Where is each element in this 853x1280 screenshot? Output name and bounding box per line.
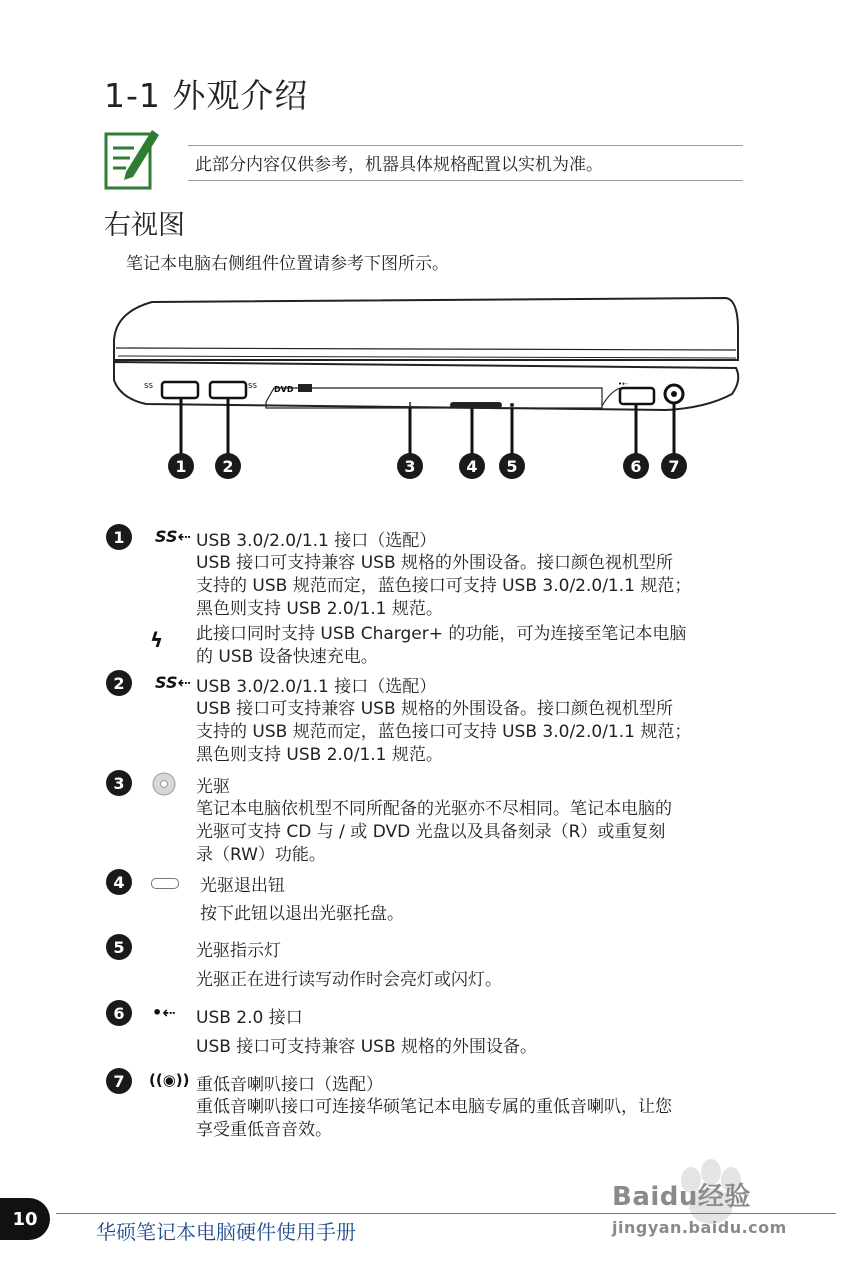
laptop-right-view-diagram <box>106 290 746 490</box>
eject-button-icon <box>151 878 179 889</box>
item-description: 重低音喇叭接口可连接华硕笔记本电脑专属的重低音喇叭，让您 享受重低音音效。 <box>196 1097 672 1140</box>
note-top-rule <box>188 145 743 146</box>
optical-disc-icon <box>151 771 177 797</box>
subsection-title: 右视图 <box>104 210 185 241</box>
item-description: 光驱正在进行读写动作时会亮灯或闪灯。 <box>196 970 502 990</box>
item-title: USB 3.0/2.0/1.1 接口（选配） <box>196 531 437 551</box>
item-title: 光驱退出钮 <box>200 876 285 896</box>
note-bottom-rule <box>188 180 743 181</box>
item-number-badge: 7 <box>106 1068 132 1094</box>
diagram-callout-7: 7 <box>661 453 687 479</box>
usb3-icon: SS⇠ <box>155 673 191 692</box>
svg-text:SS: SS <box>144 382 153 390</box>
diagram-callout-1: 1 <box>168 453 194 479</box>
item-title: 光驱指示灯 <box>196 941 281 961</box>
footer-book-title: 华硕笔记本电脑硬件使用手册 <box>96 1220 356 1244</box>
item-number-badge: 3 <box>106 770 132 796</box>
section-title: 1-1 外观介绍 <box>104 76 309 115</box>
item-title: USB 3.0/2.0/1.1 接口（选配） <box>196 677 437 697</box>
diagram-callout-6: 6 <box>623 453 649 479</box>
footer-rule <box>56 1213 836 1214</box>
item-description: USB 接口可支持兼容 USB 规格的外围设备。 <box>196 1037 538 1057</box>
diagram-callout-5: 5 <box>499 453 525 479</box>
diagram-callout-4: 4 <box>459 453 485 479</box>
svg-text:DVD: DVD <box>274 385 294 394</box>
note-text: 此部分内容仅供参考，机器具体规格配置以实机为准。 <box>195 155 603 175</box>
item-number-badge: 4 <box>106 869 132 895</box>
item-subnote: 此接口同时支持 USB Charger+ 的功能，可为连接至笔记本电脑 的 USB 设备快速充电。 <box>196 624 687 667</box>
watermark-url: jingyan.baidu.com <box>612 1218 787 1237</box>
note-icon <box>104 126 160 190</box>
item-number-badge: 2 <box>106 670 132 696</box>
item-description: USB 接口可支持兼容 USB 规格的外围设备。接口颜色视机型所 支持的 USB 规范而定，蓝色接口可支持 USB 3.0/2.0/1.1 规范； 黑色则支持 USB 2.0/1.1 规范。 <box>196 699 692 765</box>
item-description: 按下此钮以退出光驱托盘。 <box>200 904 404 924</box>
item-number-badge: 1 <box>106 524 132 550</box>
usb3-icon: SS⇠ <box>155 527 191 546</box>
item-description: 笔记本电脑依机型不同所配备的光驱亦不尽相同。笔记本电脑的 光驱可支持 CD 与 / 或 DVD 光盘以及具备刻录（R）或重复刻 录（RW）功能。 <box>196 799 672 865</box>
subwoofer-jack-icon: ((◉)) <box>149 1071 190 1089</box>
usb-icon: •⇠ <box>152 1003 176 1022</box>
item-title: USB 2.0 接口 <box>196 1008 303 1028</box>
item-number-badge: 5 <box>106 934 132 960</box>
item-description: USB 接口可支持兼容 USB 规格的外围设备。接口颜色视机型所 支持的 USB 规范而定，蓝色接口可支持 USB 3.0/2.0/1.1 规范； 黑色则支持 USB 2.0/1.1 规范。 <box>196 553 692 619</box>
item-title: 重低音喇叭接口（选配） <box>196 1075 383 1095</box>
diagram-callout-2: 2 <box>215 453 241 479</box>
watermark-brand: Baidu经验 <box>612 1182 751 1212</box>
item-title: 光驱 <box>196 777 230 797</box>
item-number-badge: 6 <box>106 1000 132 1026</box>
page-number: 10 <box>0 1198 50 1240</box>
svg-text:SS: SS <box>248 382 257 390</box>
diagram-callout-3: 3 <box>397 453 423 479</box>
svg-text:•⇠: •⇠ <box>618 380 628 388</box>
intro-text: 笔记本电脑右侧组件位置请参考下图所示。 <box>126 254 449 274</box>
charger-bolt-icon: ϟ <box>150 628 164 652</box>
